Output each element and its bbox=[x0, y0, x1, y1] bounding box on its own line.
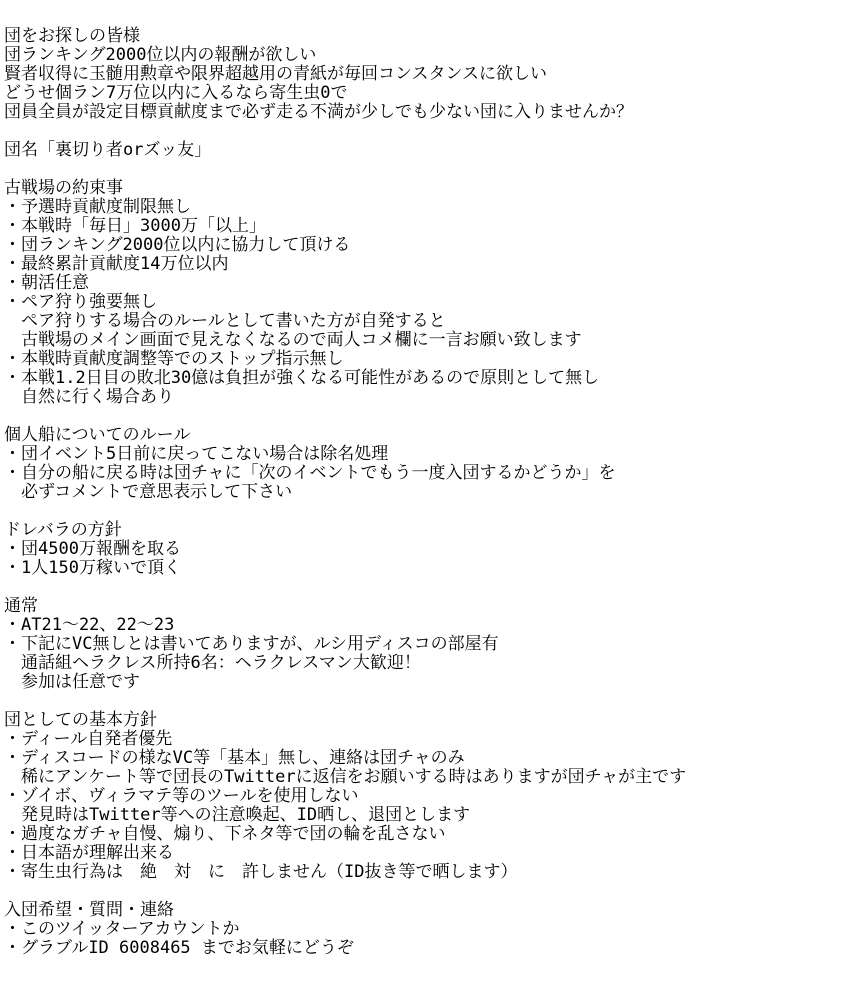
text-line: ・団ランキング2000位以内に協力して頂ける bbox=[4, 235, 351, 255]
text-line: ・1人150万稼いで頂く bbox=[4, 558, 181, 578]
text-line: ・ディール自発者優先 bbox=[4, 729, 173, 749]
text-line: ・寄生虫行為は 絶 対 に 許しません（ID抜き等で晒します） bbox=[4, 862, 518, 882]
text-line: ・日本語が理解出来る bbox=[4, 843, 174, 863]
text-line: ・団4500万報酬を取る bbox=[4, 539, 181, 559]
text-line: 入団希望・質問・連絡 bbox=[4, 900, 174, 920]
text-line: ・本戦1.2日目の敗北30億は負担が強くなる可能性があるので原則として無し bbox=[4, 368, 600, 388]
text-line: ・ゾイボ、ヴィラマテ等のツールを使用しない bbox=[4, 786, 359, 806]
text-line: 通話組ヘラクレス所持6名：ヘラクレスマン大歓迎！ bbox=[4, 653, 421, 673]
text-line: ・過度なガチャ自慢、煽り、下ネタ等で団の輪を乱さない bbox=[4, 824, 446, 844]
text-line: 古戦場のメイン画面で見えなくなるので両人コメ欄に一言お願い致します bbox=[4, 330, 582, 350]
blank-line bbox=[4, 160, 852, 179]
text-line: 賢者収得に玉髄用勲章や限界超越用の青紙が毎回コンスタンスに欲しい bbox=[4, 64, 547, 84]
text-line: ・下記にVC無しとは書いてありますが、ルシ用ディスコの部屋有 bbox=[4, 634, 499, 654]
text-line: ・団イベント5日前に戻ってこない場合は除名処理 bbox=[4, 444, 389, 464]
blank-line bbox=[4, 407, 852, 426]
blank-line bbox=[4, 122, 852, 141]
blank-line bbox=[4, 502, 852, 521]
text-line: ・ディスコードの様なVC等「基本」無し、連絡は団チャのみ bbox=[4, 748, 465, 768]
text-line: 稀にアンケート等で団長のTwitterに返信をお願いする時はありますが団チャが主です bbox=[4, 767, 687, 787]
text-line: 個人船についてのルール bbox=[4, 425, 191, 445]
text-line: 古戦場の約束事 bbox=[4, 178, 123, 198]
text-line: ・本戦時「毎日」3000万「以上」 bbox=[4, 216, 266, 236]
text-line: 団名「裏切り者orズッ友」 bbox=[4, 140, 212, 160]
text-line: 団ランキング2000位以内の報酬が欲しい bbox=[4, 45, 317, 65]
blank-line bbox=[4, 882, 852, 901]
text-line: ・予選時貢献度制限無し bbox=[4, 197, 191, 217]
text-line: ・朝活任意 bbox=[4, 273, 89, 293]
text-line: ドレバラの方針 bbox=[4, 520, 122, 540]
text-line: ・グラブルID 6008465 までお気軽にどうぞ bbox=[4, 938, 354, 958]
blank-line bbox=[4, 692, 852, 711]
text-line: ・本戦時貢献度調整等でのストップ指示無し bbox=[4, 349, 344, 369]
text-line: ・最終累計貢献度14万位以内 bbox=[4, 254, 229, 274]
text-line: 発見時はTwitter等への注意喚起、ID晒し、退団とします bbox=[4, 805, 471, 825]
text-line: 参加は任意です bbox=[4, 672, 140, 692]
text-line: 団としての基本方針 bbox=[4, 710, 157, 730]
text-line: ・このツイッターアカウントか bbox=[4, 919, 240, 939]
text-line: ・AT21～22、22～23 bbox=[4, 615, 175, 635]
text-line: 自然に行く場合あり bbox=[4, 387, 174, 407]
text-line: 団員全員が設定目標貢献度まで必ず走る不満が少しでも少ない団に入りませんか？ bbox=[4, 102, 633, 122]
text-line: 通常 bbox=[4, 596, 38, 616]
text-line: 必ずコメントで意思表示して下さい bbox=[4, 482, 293, 502]
blank-line bbox=[4, 578, 852, 597]
text-line: ペア狩りする場合のルールとして書いた方が自発すると bbox=[4, 311, 446, 331]
text-line: どうせ個ラン7万位以内に入るなら寄生虫0で bbox=[4, 83, 348, 103]
recruitment-document bbox=[4, 27, 852, 958]
text-line: ・自分の船に戻る時は団チャに「次のイベントでもう一度入団するかどうか」を bbox=[4, 463, 616, 483]
text-line: ・ペア狩り強要無し bbox=[4, 292, 157, 312]
text-line: 団をお探しの皆様 bbox=[4, 26, 140, 46]
